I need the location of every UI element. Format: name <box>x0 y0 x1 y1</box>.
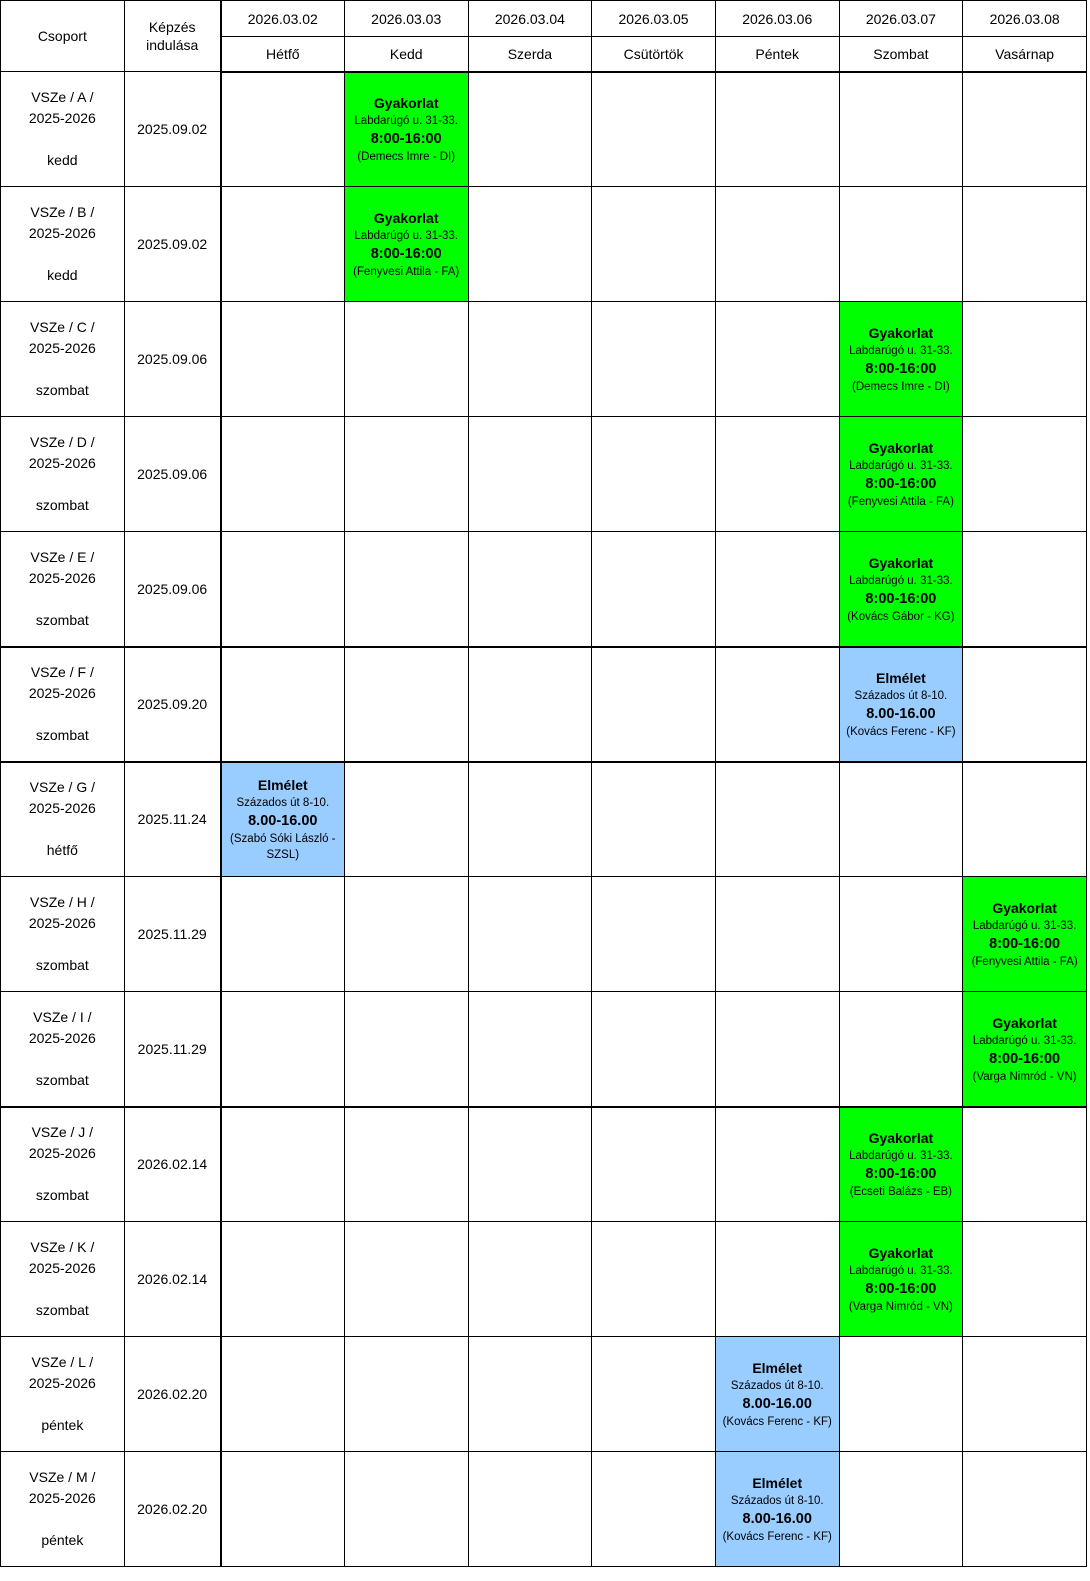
day-cell <box>592 762 716 877</box>
group-cell <box>1 532 125 647</box>
group-year: 2025-2026 <box>28 915 96 931</box>
day-cell <box>715 647 839 762</box>
event-instructor: (Kovács Gábor - KG) <box>847 610 955 623</box>
event-type: Gyakorlat <box>373 95 439 112</box>
event-time: 8.00-16.00 <box>866 706 936 722</box>
event-time: 8.00-16.00 <box>742 1396 812 1412</box>
event-time: 8:00-16:00 <box>865 361 937 377</box>
event-time: 8:00-16:00 <box>865 1166 937 1183</box>
day-cell <box>344 417 468 532</box>
event-instructor: (Varga Nimród - VN) <box>972 1070 1077 1083</box>
group-cell <box>1 1337 125 1452</box>
event-type: Elmélet <box>752 1475 803 1491</box>
weekday-header: Szerda <box>468 37 592 72</box>
group-name: VSZe / L / <box>31 1354 94 1370</box>
day-cell <box>715 532 839 647</box>
event-cell <box>344 187 468 302</box>
day-cell <box>963 1452 1087 1567</box>
event-type: Elmélet <box>752 1360 803 1376</box>
event-instructor: (Fenyvesi Attila - FA) <box>971 956 1078 968</box>
day-cell <box>468 417 592 532</box>
day-cell <box>839 187 963 302</box>
date-header: 2026.03.03 <box>344 1 468 37</box>
group-name: VSZe / D / <box>30 434 95 450</box>
day-cell <box>221 417 345 532</box>
event-cell <box>221 762 345 877</box>
event-time: 8:00-16:00 <box>865 1281 937 1297</box>
day-cell <box>468 877 592 992</box>
event-type: Gyakorlat <box>868 1245 934 1261</box>
schedule-row <box>1 187 1087 302</box>
event-location: Labdarúgó u. 31-33. <box>354 230 458 242</box>
group-cell <box>1 1107 125 1222</box>
group-weekday: szombat <box>35 382 89 398</box>
start-date-cell: 2026.02.20 <box>124 1452 221 1567</box>
event-location: Labdarúgó u. 31-33. <box>849 574 953 587</box>
date-header: 2026.03.06 <box>715 1 839 37</box>
day-cell <box>592 72 716 187</box>
group-year: 2025-2026 <box>28 1490 96 1506</box>
day-cell <box>963 302 1087 417</box>
day-cell <box>715 1222 839 1337</box>
group-cell <box>1 647 125 762</box>
group-cell <box>1 992 125 1107</box>
day-cell <box>839 1337 963 1452</box>
group-weekday: szombat <box>35 1187 89 1204</box>
event-time: 8:00-16:00 <box>865 476 937 492</box>
group-weekday: szombat <box>35 1071 89 1088</box>
event-instructor: (Kovács Ferenc - KF) <box>846 726 956 738</box>
schedule-body <box>1 72 1087 1567</box>
event-type: Gyakorlat <box>992 900 1057 916</box>
group-year: 2025-2026 <box>28 110 96 126</box>
day-cell <box>715 417 839 532</box>
event-instructor: (Fenyvesi Attila - FA) <box>353 266 460 278</box>
schedule-row <box>1 417 1087 532</box>
event-time: 8:00-16:00 <box>865 590 937 607</box>
day-cell <box>715 762 839 877</box>
day-cell <box>592 302 716 417</box>
event-type: Gyakorlat <box>868 325 934 341</box>
event-time: 8:00-16:00 <box>370 131 442 148</box>
day-cell <box>221 1452 345 1567</box>
weekday-header: Vasárnap <box>963 37 1087 72</box>
day-cell <box>592 417 716 532</box>
group-year: 2025-2026 <box>28 1029 96 1046</box>
group-name: VSZe / K / <box>30 1239 95 1255</box>
day-cell <box>468 992 592 1107</box>
event-instructor: (Varga Nimród - VN) <box>848 1301 953 1313</box>
group-name: VSZe / G / <box>29 779 96 796</box>
group-year: 2025-2026 <box>28 800 96 817</box>
day-cell <box>592 1337 716 1452</box>
group-year: 2025-2026 <box>28 225 96 241</box>
start-date-cell: 2025.09.06 <box>124 302 221 417</box>
day-cell <box>839 877 963 992</box>
start-date-cell: 2025.09.06 <box>124 417 221 532</box>
group-weekday: szombat <box>35 611 89 628</box>
event-time: 8:00-16:00 <box>989 1050 1061 1067</box>
group-column-header: Csoport <box>1 1 125 72</box>
event-instructor: (Szabó Sóki László - SZSL) <box>230 833 336 862</box>
event-type: Elmélet <box>257 777 308 794</box>
event-location: Százados út 8-10. <box>236 797 330 810</box>
day-cell <box>839 762 963 877</box>
day-cell <box>963 1337 1087 1452</box>
day-cell <box>221 302 345 417</box>
event-cell <box>963 877 1087 992</box>
event-cell <box>839 1222 963 1337</box>
schedule-row <box>1 992 1087 1107</box>
day-cell <box>963 1222 1087 1337</box>
day-cell <box>963 1107 1087 1222</box>
group-cell <box>1 1452 125 1567</box>
schedule-row <box>1 1337 1087 1452</box>
day-cell <box>468 1107 592 1222</box>
event-type: Gyakorlat <box>868 440 934 456</box>
event-cell <box>839 302 963 417</box>
event-time: 8:00-16:00 <box>989 936 1061 952</box>
day-cell <box>839 992 963 1107</box>
day-cell <box>468 1452 592 1567</box>
date-header: 2026.03.07 <box>839 1 963 37</box>
day-cell <box>221 1107 345 1222</box>
group-name: VSZe / F / <box>30 664 94 680</box>
day-cell <box>468 532 592 647</box>
group-cell <box>1 762 125 877</box>
day-cell <box>715 302 839 417</box>
day-cell <box>468 1337 592 1452</box>
day-cell <box>344 992 468 1107</box>
schedule-row <box>1 1222 1087 1337</box>
day-cell <box>344 762 468 877</box>
day-cell <box>592 647 716 762</box>
day-cell <box>221 532 345 647</box>
day-cell <box>221 877 345 992</box>
event-cell <box>715 1452 839 1567</box>
day-cell <box>839 72 963 187</box>
group-weekday: péntek <box>41 1417 84 1433</box>
schedule-row <box>1 1452 1087 1567</box>
day-cell <box>221 72 345 187</box>
event-location: Labdarúgó u. 31-33. <box>849 1265 953 1277</box>
group-weekday: hétfő <box>46 842 78 859</box>
event-instructor: (Demecs Imre - DI) <box>852 381 950 393</box>
event-type: Elmélet <box>875 670 926 686</box>
schedule-row <box>1 302 1087 417</box>
event-location: Labdarúgó u. 31-33. <box>972 920 1077 932</box>
day-cell <box>715 992 839 1107</box>
event-instructor: (Fenyvesi Attila - FA) <box>847 496 954 508</box>
date-header: 2026.03.04 <box>468 1 592 37</box>
group-weekday: péntek <box>41 1532 84 1548</box>
group-weekday: kedd <box>47 267 78 283</box>
day-cell <box>592 992 716 1107</box>
day-cell <box>468 302 592 417</box>
group-cell <box>1 72 125 187</box>
start-date-cell: 2025.11.24 <box>124 762 221 877</box>
date-header: 2026.03.08 <box>963 1 1087 37</box>
event-time: 8.00-16.00 <box>742 1511 812 1527</box>
weekday-header: Kedd <box>344 37 468 72</box>
event-instructor: (Ecseti Balázs - EB) <box>849 1186 953 1199</box>
group-name: VSZe / A / <box>31 89 94 105</box>
day-cell <box>592 877 716 992</box>
day-cell <box>963 762 1087 877</box>
day-cell <box>468 762 592 877</box>
event-time: 8:00-16:00 <box>370 246 442 262</box>
date-header: 2026.03.02 <box>221 1 345 37</box>
start-date-cell: 2025.09.06 <box>124 532 221 647</box>
day-cell <box>715 187 839 302</box>
group-year: 2025-2026 <box>28 1145 96 1162</box>
day-cell <box>344 302 468 417</box>
day-cell <box>221 647 345 762</box>
weekday-header: Szombat <box>839 37 963 72</box>
day-cell <box>468 1222 592 1337</box>
event-location: Labdarúgó u. 31-33. <box>354 115 458 128</box>
day-cell <box>344 647 468 762</box>
group-year: 2025-2026 <box>28 1260 96 1276</box>
schedule-row <box>1 1107 1087 1222</box>
event-location: Százados út 8-10. <box>730 1380 824 1392</box>
event-location: Százados út 8-10. <box>730 1495 824 1507</box>
day-cell <box>592 187 716 302</box>
day-cell <box>344 532 468 647</box>
start-date-cell: 2025.11.29 <box>124 992 221 1107</box>
day-cell <box>592 1222 716 1337</box>
group-cell <box>1 302 125 417</box>
group-name: VSZe / I / <box>33 1008 92 1025</box>
day-cell <box>344 1107 468 1222</box>
day-cell <box>963 647 1087 762</box>
event-type: Gyakorlat <box>868 1130 934 1147</box>
schedule-row <box>1 762 1087 877</box>
event-time: 8.00-16.00 <box>248 813 318 830</box>
group-cell <box>1 1222 125 1337</box>
start-date-cell: 2025.09.20 <box>124 647 221 762</box>
weekday-header: Péntek <box>715 37 839 72</box>
day-cell <box>344 877 468 992</box>
weekday-header: Hétfő <box>221 37 345 72</box>
event-cell <box>839 1107 963 1222</box>
day-cell <box>468 647 592 762</box>
group-cell <box>1 417 125 532</box>
event-location: Labdarúgó u. 31-33. <box>849 1150 953 1163</box>
event-cell <box>839 532 963 647</box>
event-location: Labdarúgó u. 31-33. <box>972 1034 1077 1047</box>
day-cell <box>221 1222 345 1337</box>
group-weekday: szombat <box>35 957 89 973</box>
event-location: Labdarúgó u. 31-33. <box>849 345 953 357</box>
group-weekday: szombat <box>35 1302 89 1318</box>
day-cell <box>344 1452 468 1567</box>
day-cell <box>468 72 592 187</box>
schedule-row <box>1 647 1087 762</box>
group-name: VSZe / E / <box>30 548 95 565</box>
group-year: 2025-2026 <box>28 455 96 471</box>
event-instructor: (Kovács Ferenc - KF) <box>722 1531 832 1543</box>
event-type: Gyakorlat <box>373 210 439 226</box>
group-weekday: kedd <box>47 152 78 168</box>
group-weekday: szombat <box>35 727 89 743</box>
group-year: 2025-2026 <box>28 569 96 586</box>
start-date-cell: 2026.02.20 <box>124 1337 221 1452</box>
day-cell <box>963 72 1087 187</box>
schedule-row <box>1 72 1087 187</box>
group-name: VSZe / B / <box>30 204 95 220</box>
event-cell <box>715 1337 839 1452</box>
day-cell <box>715 877 839 992</box>
schedule-row <box>1 532 1087 647</box>
weekday-header: Csütörtök <box>592 37 716 72</box>
start-date-cell: 2025.09.02 <box>124 187 221 302</box>
day-cell <box>344 1337 468 1452</box>
day-cell <box>963 532 1087 647</box>
event-instructor: (Demecs Imre - DI) <box>357 151 456 164</box>
date-header: 2026.03.05 <box>592 1 716 37</box>
event-location: Százados út 8-10. <box>854 690 948 702</box>
event-location: Labdarúgó u. 31-33. <box>849 460 953 472</box>
day-cell <box>715 72 839 187</box>
day-cell <box>344 1222 468 1337</box>
group-weekday: szombat <box>35 497 89 513</box>
schedule-row <box>1 877 1087 992</box>
event-cell <box>839 647 963 762</box>
event-cell <box>963 992 1087 1107</box>
day-cell <box>963 187 1087 302</box>
group-name: VSZe / M / <box>29 1469 96 1485</box>
day-cell <box>221 1337 345 1452</box>
start-column-header: Képzés indulása <box>124 1 221 72</box>
event-cell <box>839 417 963 532</box>
day-cell <box>963 417 1087 532</box>
group-name: VSZe / C / <box>30 319 95 335</box>
group-cell <box>1 187 125 302</box>
day-cell <box>839 1452 963 1567</box>
event-type: Gyakorlat <box>992 1014 1057 1031</box>
day-cell <box>592 1107 716 1222</box>
day-cell <box>715 1107 839 1222</box>
group-name: VSZe / J / <box>31 1124 94 1141</box>
day-cell <box>468 187 592 302</box>
day-cell <box>221 187 345 302</box>
day-cell <box>592 1452 716 1567</box>
day-cell <box>592 532 716 647</box>
group-year: 2025-2026 <box>28 685 96 701</box>
event-cell <box>344 72 468 187</box>
group-year: 2025-2026 <box>28 340 96 356</box>
group-name: VSZe / H / <box>30 894 95 910</box>
group-cell <box>1 877 125 992</box>
event-instructor: (Kovács Ferenc - KF) <box>722 1416 832 1428</box>
start-date-cell: 2025.09.02 <box>124 72 221 187</box>
start-date-cell: 2025.11.29 <box>124 877 221 992</box>
event-type: Gyakorlat <box>868 554 934 571</box>
start-date-cell: 2026.02.14 <box>124 1222 221 1337</box>
start-date-cell: 2026.02.14 <box>124 1107 221 1222</box>
day-cell <box>221 992 345 1107</box>
group-year: 2025-2026 <box>28 1375 96 1391</box>
